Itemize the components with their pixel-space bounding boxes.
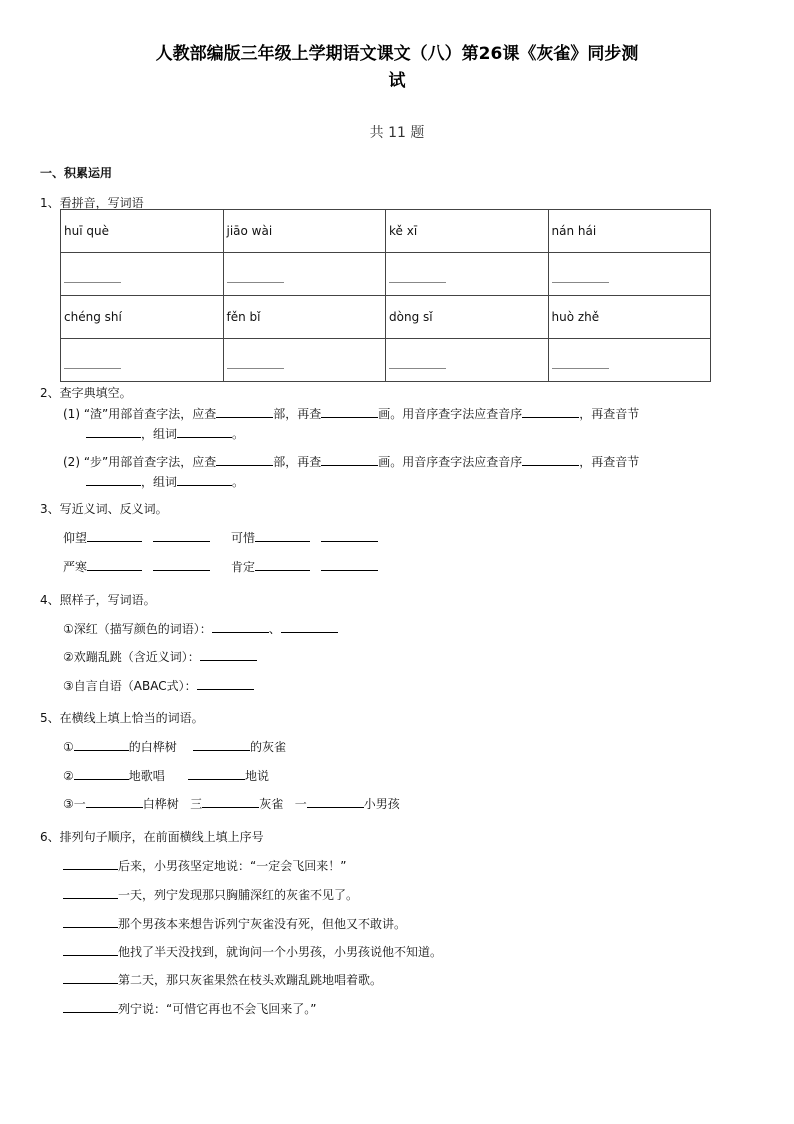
question-5-item-2b: 地说	[188, 767, 269, 784]
question-6-prompt: 6、排列句子顺序，在前面横线上填上序号	[40, 830, 264, 844]
answer-blank[interactable]	[227, 262, 284, 283]
pinyin-cell: chéng shí	[61, 296, 224, 339]
answer-blank[interactable]	[177, 474, 232, 486]
answer-blank[interactable]	[212, 621, 269, 633]
answer-blank[interactable]	[281, 621, 338, 633]
answer-blank[interactable]	[86, 426, 141, 438]
order-blank[interactable]	[63, 972, 118, 984]
order-blank[interactable]	[63, 916, 118, 928]
answer-blank[interactable]	[86, 474, 141, 486]
answer-blank[interactable]	[227, 348, 284, 369]
pinyin-row	[61, 296, 711, 339]
pinyin-cell: dòng sǐ	[386, 296, 549, 339]
answer-blank[interactable]	[153, 559, 210, 571]
answer-row	[61, 339, 711, 382]
answer-blank[interactable]	[74, 768, 129, 780]
answer-cell[interactable]	[223, 339, 386, 382]
answer-blank[interactable]	[200, 649, 257, 661]
answer-cell[interactable]	[386, 339, 549, 382]
order-blank[interactable]	[63, 1001, 118, 1013]
pinyin-cell: huī què	[61, 210, 224, 253]
order-blank[interactable]	[63, 887, 118, 899]
question-3-prompt: 3、写近义词、反义词。	[40, 502, 168, 516]
answer-row	[61, 253, 711, 296]
answer-blank[interactable]	[522, 406, 579, 418]
answer-blank[interactable]	[321, 559, 378, 571]
order-blank[interactable]	[63, 944, 118, 956]
section-heading: 一、积累运用	[40, 166, 113, 180]
sentence-line: 一天，列宁发现那只胸脯深红的灰雀不见了。	[63, 886, 358, 903]
answer-blank[interactable]	[321, 406, 378, 418]
answer-blank[interactable]	[255, 559, 310, 571]
sentence-line: 第二天，那只灰雀果然在枝头欢蹦乱跳地唱着歌。	[63, 971, 382, 988]
answer-blank[interactable]	[86, 796, 143, 808]
answer-blank[interactable]	[216, 454, 273, 466]
pinyin-table	[60, 209, 711, 382]
answer-blank[interactable]	[255, 530, 310, 542]
answer-blank[interactable]	[552, 262, 609, 283]
answer-blank[interactable]	[321, 454, 378, 466]
answer-blank[interactable]	[522, 454, 579, 466]
question-3-row-1b: 可惜	[231, 529, 378, 546]
answer-blank[interactable]	[216, 406, 273, 418]
question-4-prompt: 4、照样子，写词语。	[40, 593, 156, 607]
question-3-row-2b: 肯定	[231, 558, 378, 575]
pinyin-cell: kě xī	[386, 210, 549, 253]
question-1-prompt: 1、看拼音，写词语	[40, 196, 144, 210]
question-4-item-1: ①深红（描写颜色的词语）： 、	[63, 620, 338, 637]
question-4-item-2: ②欢蹦乱跳（含近义词）：	[63, 648, 257, 665]
answer-blank[interactable]	[188, 768, 245, 780]
pinyin-row	[61, 210, 711, 253]
answer-cell[interactable]	[61, 339, 224, 382]
answer-blank[interactable]	[87, 530, 142, 542]
question-3-row-2: 严寒	[63, 558, 210, 575]
answer-blank[interactable]	[64, 262, 121, 283]
page-title-continued: 试	[388, 71, 406, 91]
answer-blank[interactable]	[177, 426, 232, 438]
answer-blank[interactable]	[153, 530, 210, 542]
question-5-item-1b: 的灰雀	[193, 738, 286, 755]
answer-cell[interactable]	[548, 339, 711, 382]
answer-cell[interactable]	[548, 253, 711, 296]
answer-blank[interactable]	[307, 796, 364, 808]
answer-blank[interactable]	[87, 559, 142, 571]
answer-cell[interactable]	[61, 253, 224, 296]
answer-blank[interactable]	[321, 530, 378, 542]
question-3-row-1: 仰望	[63, 529, 210, 546]
question-5-item-3: ③一 白桦树 三 灰雀 一 小男孩	[63, 797, 400, 811]
answer-blank[interactable]	[64, 348, 121, 369]
pinyin-cell: nán hái	[548, 210, 711, 253]
question-5-prompt: 5、在横线上填上恰当的词语。	[40, 711, 204, 725]
answer-blank[interactable]	[552, 348, 609, 369]
sentence-line: 列宁说：“可惜它再也不会飞回来了。”	[63, 1000, 316, 1017]
answer-blank[interactable]	[193, 739, 250, 751]
answer-blank[interactable]	[74, 739, 129, 751]
order-blank[interactable]	[63, 858, 118, 870]
question-4-item-3: ③自言自语（ABAC式）：	[63, 677, 254, 694]
pinyin-cell: fěn bǐ	[223, 296, 386, 339]
sentence-line: 那个男孩本来想告诉列宁灰雀没有死，但他又不敢讲。	[63, 915, 406, 932]
question-5-item-1: ① 的白桦树	[63, 740, 177, 754]
answer-blank[interactable]	[389, 262, 446, 283]
answer-blank[interactable]	[202, 796, 259, 808]
question-2-item-2-cont: ，组词 。	[86, 473, 244, 490]
question-2-item-1: (1) “渣”用部首查字法，应查 部，再查 画。用音序查字法应查音序 ，再查音节	[63, 407, 640, 421]
pinyin-cell: jiāo wài	[223, 210, 386, 253]
question-count: 共 11 题	[369, 125, 425, 141]
question-2-item-2: (2) “步”用部首查字法，应查 部，再查 画。用音序查字法应查音序 ，再查音节	[63, 455, 640, 469]
answer-cell[interactable]	[386, 253, 549, 296]
answer-blank[interactable]	[197, 678, 254, 690]
pinyin-cell: huò zhě	[548, 296, 711, 339]
question-2-item-1-cont: ，组词 。	[86, 425, 244, 442]
sentence-line: 他找了半天没找到，就询问一个小男孩，小男孩说他不知道。	[63, 943, 442, 960]
page-title: 人教部编版三年级上学期语文课文（八）第26课《灰雀》同步测	[155, 44, 639, 64]
sentence-line: 后来，小男孩坚定地说：“一定会飞回来！”	[63, 857, 346, 874]
question-2-prompt: 2、查字典填空。	[40, 386, 132, 400]
answer-blank[interactable]	[389, 348, 446, 369]
question-5-item-2: ② 地歌唱	[63, 769, 165, 783]
answer-cell[interactable]	[223, 253, 386, 296]
